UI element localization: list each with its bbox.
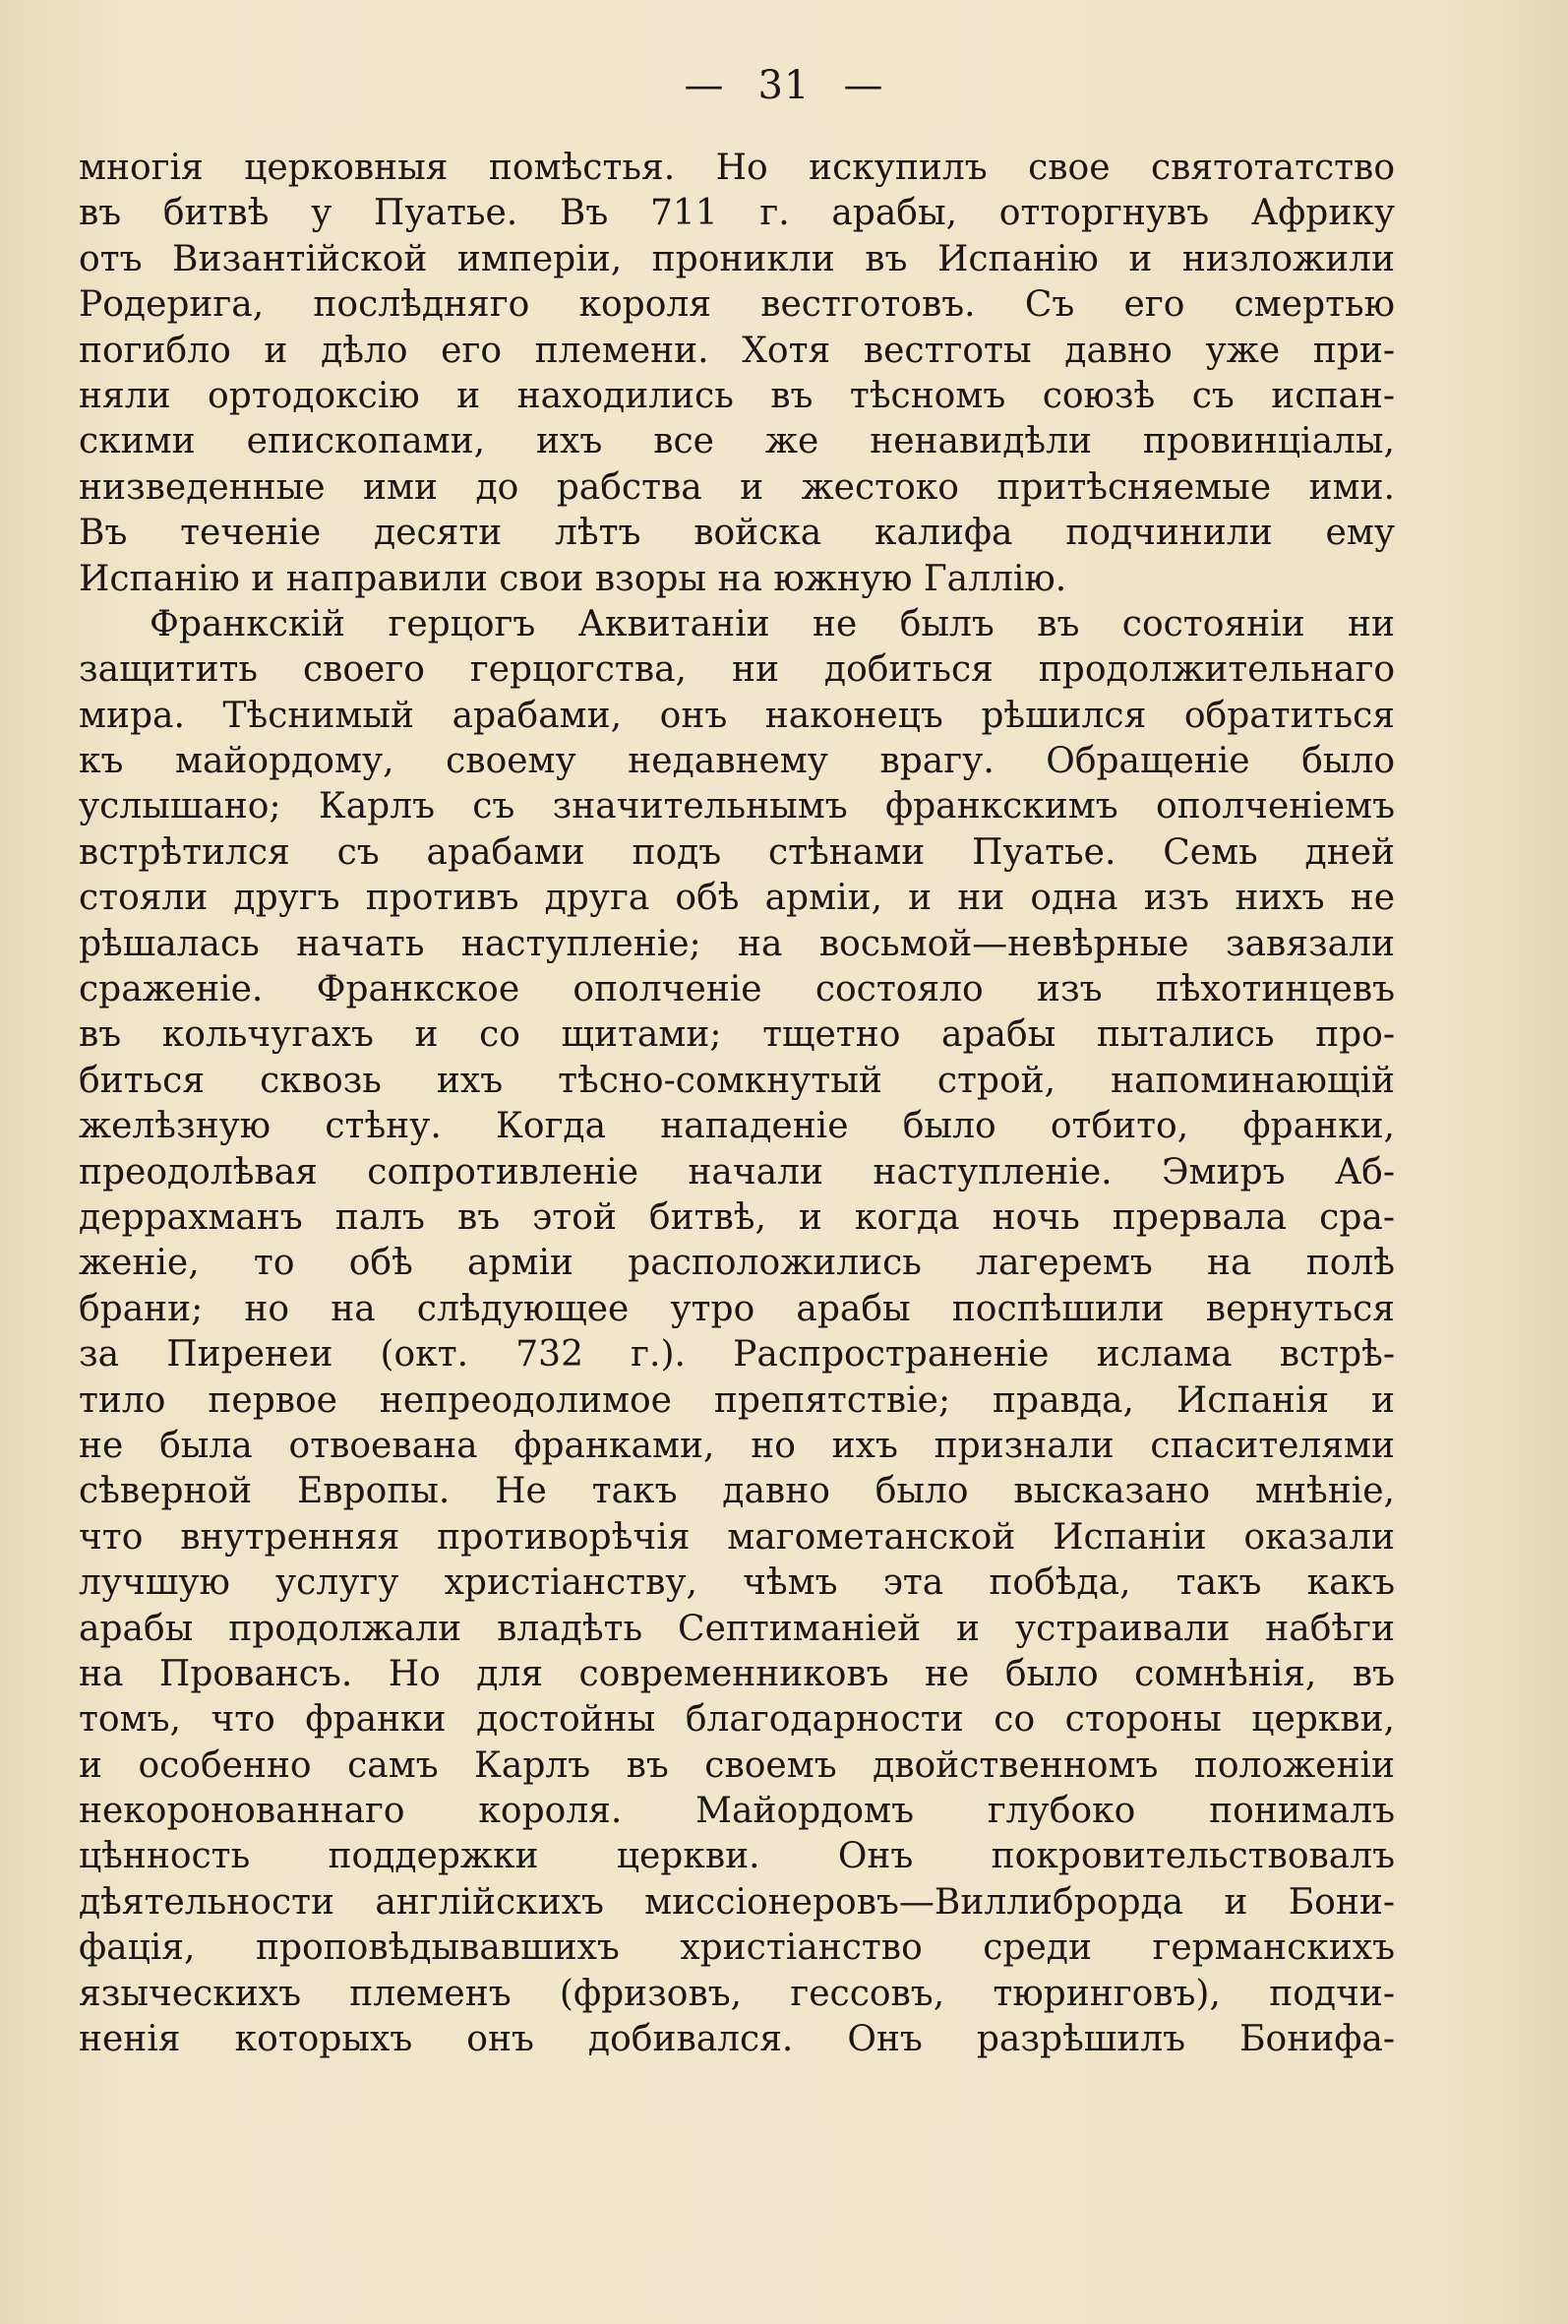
text-line: многія церковныя помѣстья. Но искупилъ свое святотатство: [79, 148, 1395, 188]
text-line: встрѣтился съ арабами подъ стѣнами Пуатье. Семь дней: [79, 831, 1395, 873]
text-line: и особенно самъ Карлъ въ своемъ двойственномъ положеніи: [79, 1744, 1395, 1786]
text-line: тило первое непреодолимое препятствіе; правда, Испанія и: [79, 1379, 1395, 1421]
text-line: дѣятельности англійскихъ миссіонеровъ—Виллиброрда и Бони-: [79, 1881, 1395, 1923]
text-line: рѣшалась начать наступленіе; на восьмой—невѣрные завязали: [79, 923, 1395, 964]
page-number: [0, 61, 1568, 110]
text-line: мира. Тѣснимый арабами, онъ наконецъ рѣшился обратиться: [79, 695, 1395, 736]
text-line: женіе, то обѣ арміи расположились лагеремъ на полѣ: [79, 1243, 1395, 1284]
text-line: ненія которыхъ онъ добивался. Онъ разрѣшилъ Бонифа-: [79, 2019, 1395, 2060]
text-line: погибло и дѣло его племени. Хотя вестготы давно уже при-: [79, 330, 1395, 371]
text-line: Франкскій герцогъ Аквитаніи не былъ въ состояніи ни: [150, 603, 1395, 644]
text-line: деррахманъ палъ въ этой битвѣ, и когда ночь прервала сра-: [79, 1196, 1395, 1238]
text-line: томъ, что франки достойны благодарности со стороны церкви,: [79, 1699, 1395, 1741]
paragraph: [79, 146, 1395, 602]
text-line: услышано; Карлъ съ значительнымъ франкскимъ ополченіемъ: [79, 786, 1395, 827]
text-line: брани; но на слѣдующее утро арабы поспѣшили вернуться: [79, 1288, 1395, 1329]
body-text: [79, 146, 1395, 2062]
text-line: Родерига, послѣдняго короля вестготовъ. Съ его смертью: [79, 284, 1395, 326]
page-number-value: 31: [757, 63, 811, 108]
text-line: низведенные ими до рабства и жестоко притѣсняемые ими.: [79, 466, 1395, 508]
text-line: арабы продолжали владѣть Септиманіей и устраивали набѣги: [79, 1608, 1395, 1649]
text-line: Въ теченіе десяти лѣтъ войска калифа подчинили ему: [79, 513, 1395, 554]
text-line: преодолѣвая сопротивленіе начали наступленіе. Эмиръ Аб-: [79, 1151, 1395, 1193]
text-line: въ кольчугахъ и со щитами; тщетно арабы пытались про-: [79, 1014, 1395, 1056]
text-line: за Пиренеи (окт. 732 г.). Распространеніе ислама встрѣ-: [79, 1334, 1395, 1376]
text-line: на Провансъ. Но для современниковъ не было сомнѣнія, въ: [79, 1653, 1395, 1694]
text-line: биться сквозь ихъ тѣсно-сомкнутый строй, напоминающій: [79, 1060, 1395, 1101]
text-line: желѣзную стѣну. Когда нападеніе было отбито, франки,: [79, 1106, 1395, 1147]
page-number-dash-left: —: [684, 63, 725, 108]
text-line: лучшую услугу христіанству, чѣмъ эта побѣда, такъ какъ: [79, 1562, 1395, 1604]
text-line: языческихъ племенъ (фризовъ, гессовъ, тюринговъ), подчи-: [79, 1973, 1395, 2014]
page-number-dash-right: —: [843, 63, 884, 108]
text-line: сѣверной Европы. Не такъ давно было высказано мнѣніе,: [79, 1471, 1395, 1512]
paragraph: [79, 602, 1395, 2063]
text-line: стояли другъ противъ друга обѣ арміи, и ни одна изъ нихъ не: [79, 878, 1395, 919]
text-line: скими епископами, ихъ все же ненавидѣли провинціалы,: [79, 421, 1395, 462]
text-line: защитить своего герцогства, ни добиться продолжительнаго: [79, 649, 1395, 691]
text-line: не была отвоевана франками, но ихъ признали спасителями: [79, 1425, 1395, 1466]
text-line: Испанію и направили свои взоры на южную Галлію.: [79, 558, 1067, 599]
text-line: въ битвѣ у Пуатье. Въ 711 г. арабы, отторгнувъ Африку: [79, 193, 1395, 234]
text-line: цѣнность поддержки церкви. Онъ покровительствовалъ: [79, 1836, 1395, 1877]
text-line: некоронованнаго короля. Майордомъ глубоко понималъ: [79, 1791, 1395, 1832]
text-line: сраженіе. Франкское ополченіе состояло изъ пѣхотинцевъ: [79, 969, 1395, 1010]
text-line: фація, проповѣдывавшихъ христіанство среди германскихъ: [79, 1927, 1395, 1969]
text-line: что внутренняя противорѣчія магометанской Испаніи оказали: [79, 1516, 1395, 1558]
text-line: къ майордому, своему недавнему врагу. Обращеніе было: [79, 741, 1395, 782]
text-line: няли ортодоксію и находились въ тѣсномъ союзѣ съ испан-: [79, 375, 1395, 416]
text-line: отъ Византійской имперіи, проникли въ Испанію и низложили: [79, 238, 1395, 279]
